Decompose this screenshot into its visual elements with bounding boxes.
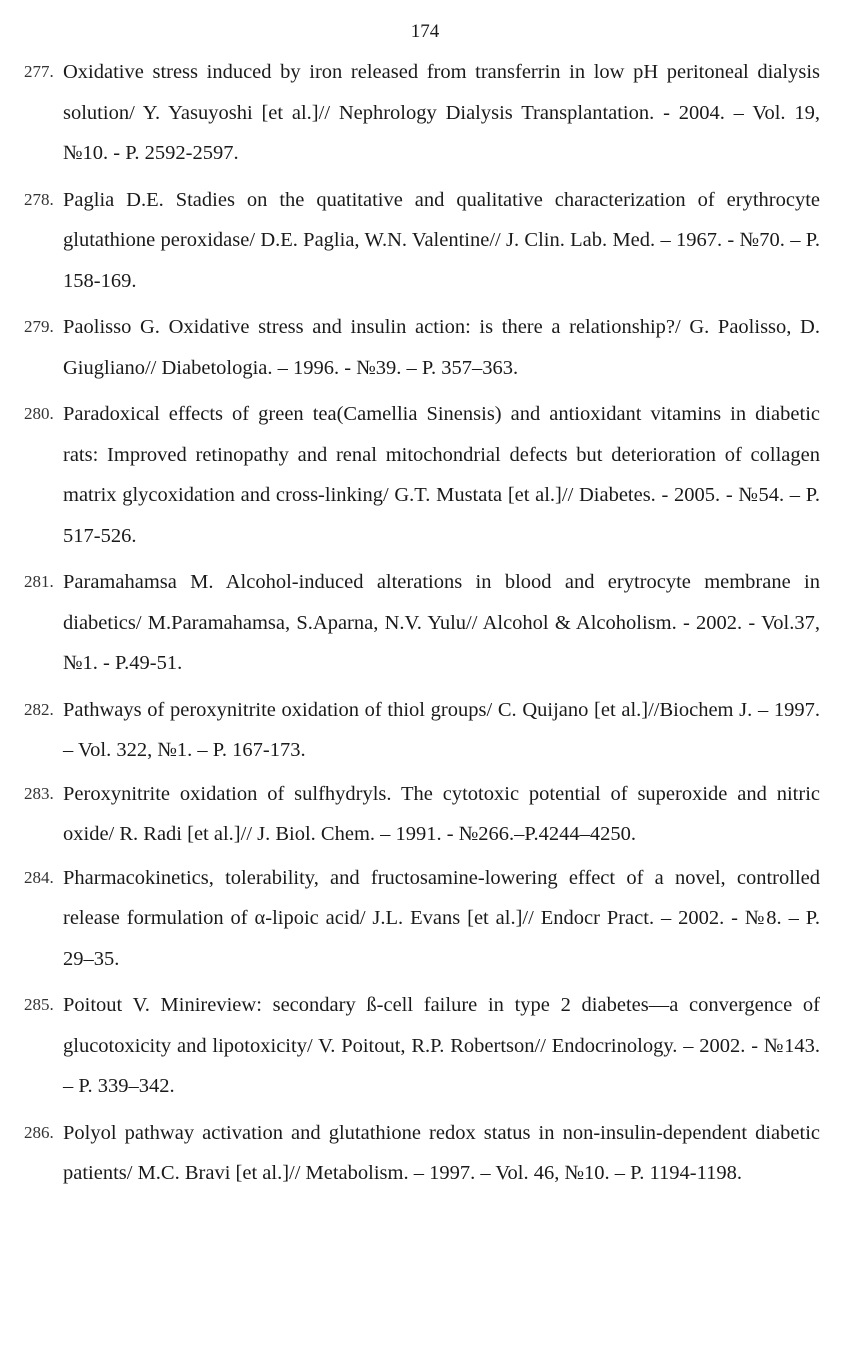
reference-text: Paglia D.E. Stadies on the quatitative and qualitative characterization of erythrocyte glutathione peroxidase/ D.E. Paglia, W.N. Valentine// J. Clin. Lab. Med. – 1967. - №70. – P. 158-169.: [63, 188, 820, 292]
reference-item: [0, 1113, 850, 1194]
reference-item: [0, 774, 850, 855]
reference-text: Pathways of peroxynitrite oxidation of thiol groups/ C. Quijano [et al.]//Biochem J. – 1997. – Vol. 322, №1. – P. 167-173.: [63, 698, 820, 761]
reference-list: [0, 52, 850, 1194]
reference-item: [0, 690, 850, 771]
reference-number: 277.: [24, 62, 54, 81]
reference-text: Polyol pathway activation and glutathione redox status in non-insulin-dependent diabetic patients/ M.C. Bravi [et al.]// Metabolism. – 1997. – Vol. 46, №10. – P. 1194-1198.: [63, 1121, 820, 1184]
reference-text: Pharmacokinetics, tolerability, and fructosamine-lowering effect of a novel, controlled release formulation of α-lipoic acid/ J.L. Evans [et al.]// Endocr Pract. – 2002. - №8. – P. 29–35.: [63, 866, 820, 970]
reference-text: Oxidative stress induced by iron released from transferrin in low pH peritoneal dialysis solution/ Y. Yasuyoshi [et al.]// Nephrology Dialysis Transplantation. - 2004. – Vol. 19, №10. - P. 2592-2597.: [63, 61, 820, 164]
reference-text: Paramahamsa M. Alcohol-induced alterations in blood and erytrocyte membrane in diabetics/ M.Paramahamsa, S.Aparna, N.V. Yulu// Alcohol & Alcoholism. - 2002. - Vol.37, №1. - P.49-51.: [63, 571, 820, 674]
reference-number: 283.: [24, 783, 54, 803]
reference-item: [0, 394, 850, 556]
reference-item: [0, 307, 850, 388]
reference-number: 286.: [24, 1122, 54, 1142]
reference-number: 285.: [24, 995, 54, 1014]
reference-text: Poitout V. Minireview: secondary ß-cell failure in type 2 diabetes—a convergence of glucotoxicity and lipotoxicity/ V. Poitout, R.P. Robertson// Endocrinology. – 2002. - №143. – P. 339–342.: [63, 994, 820, 1097]
reference-item: [0, 985, 850, 1107]
reference-number: 284.: [24, 867, 54, 887]
reference-item: [0, 562, 850, 684]
reference-number: 281.: [24, 572, 54, 591]
reference-item: [0, 52, 850, 174]
reference-item: [0, 180, 850, 302]
reference-text: Peroxynitrite oxidation of sulfhydryls. The cytotoxic potential of superoxide and nitric oxide/ R. Radi [et al.]// J. Biol. Chem. – 1991. - №266.–P.4244–4250.: [63, 782, 820, 845]
reference-item: [0, 858, 850, 980]
page-number: 174: [410, 21, 440, 42]
reference-text: Paolisso G. Oxidative stress and insulin action: is there a relationship?/ G. Paolisso, D. Giugliano// Diabetologia. – 1996. - №39. – P. 357–363.: [63, 316, 820, 379]
reference-number: 282.: [24, 699, 54, 719]
reference-text: Paradoxical effects of green tea(Camellia Sinensis) and antioxidant vitamins in diabetic rats: Improved retinopathy and renal mitochondrial defects but deterioration of collagen matrix glycoxidation and cross-linking/ G.T. Mustata [et al.]// Diabetes. - 2005. - №54. – P. 517-526.: [63, 403, 820, 547]
reference-number: 280.: [24, 404, 54, 423]
reference-number: 278.: [24, 189, 54, 209]
reference-number: 279.: [24, 317, 54, 336]
